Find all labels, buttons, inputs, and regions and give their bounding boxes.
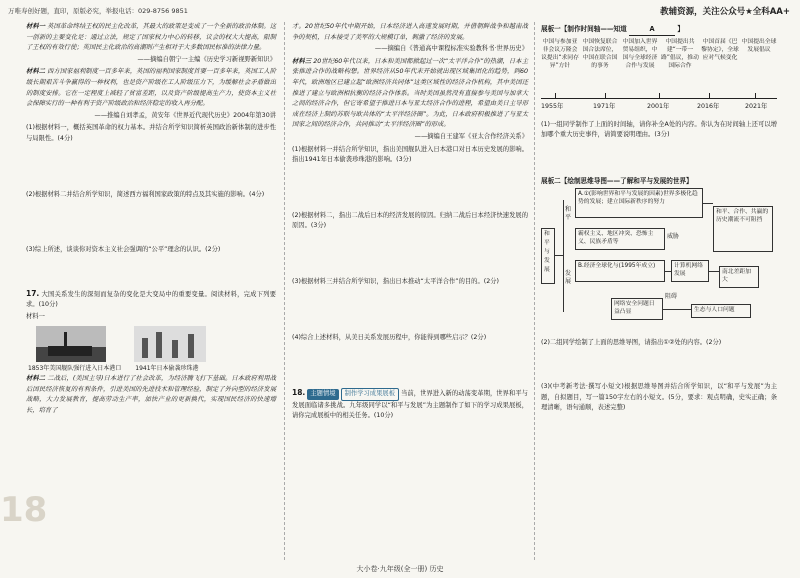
material-text: 20世纪60年代以来，日本和美国都掀起过一次“太平洋合作”的热潮，日本主张推进合作的战略构想。世界经济从50年代末开始就出现区域集团化的趋势，到60年代，欧洲地区已建立起“欧洲经济共同体”这类区域性的经济合作机构，其中美国还推进了建立与欧洲相抗衡的经济合作体系。当时美国虽然没有直接参与美国与加拿大之间的经济合作，但它寄希望于推进日本与亚太经济合作的进程，希望由美日主导形成在经济上制约苏联与欧共体的“太平洋经济圈”。为此，日本政府积极推进了与亚太国家之间的经济合作，共同推动“太平洋经济圈”的形成。 [292,57,528,129]
question-16-3: (3)综上所述，谈谈你对资本主义社会强调的“公平”理念的认识。(2分) [26,246,221,254]
material-label: 材料三 [292,57,312,65]
material-text: 二战后，(美国主导)日本进行了社会改革，为经济腾飞打下基础。日本政府利用战后国民经济恢复的有利条件，引进美国的先进技术和管理经验，制定了外向型的经济发展战略，大力发展教育，提高劳动生产率，加快产业的更新换代，实现国民经济的快速增长，培育了 [26,375,277,414]
column-divider [284,22,285,560]
header-left: 万唯寿创好题，直印，原版必究，举报电话：029-8756 9851 [8,7,188,15]
timeline-year: 1955年 [541,102,564,110]
question-17-2: (2)根据材料二，指出二战后日本的经济发展的原因。归纳二战后日本经济快速发展的原因。(3分) [292,211,528,230]
material-source: ——推编自刘孝孟，黄安年《世界近代现代历史》2004年第30讲 [94,111,276,119]
timeline-event: 中国与参加亚非会议万隆会议提出“求同存异”方针 [541,38,579,69]
photo-row [36,326,276,362]
column-left [26,22,276,417]
mind-map-box-trend: 和平、合作、共赢的历史潮流不可阻挡 [713,206,773,252]
page-badge: 18 [0,490,48,530]
mind-map-line [665,271,671,272]
timeline-year: 2016年 [697,102,720,110]
mind-map-line [663,309,691,310]
question-16-1: (1)根据材料一，概括英国革命的权力基本。并结合所学知识简析英国政治新体制的进步性与局限性。(4分) [26,124,276,142]
question-18-2: (2)二组同学绘制了上面的思维导图，请指出①②处的内容。(2分) [541,339,722,347]
pearl-harbor-photo [134,326,206,362]
material-source: ——摘编自王建军《亚太合作经济关系》 [414,132,528,140]
mind-map-hinder-label: 阻碍 [665,293,678,301]
question-18-text: 当前，世界进入新的动荡变革期，世界和平与发展面临诸多挑战。九年级同学以“和平与发展”为主题制作了如下的学习成果展板，请你完成展板中的相关任务。(10分) [292,390,528,420]
mind-map-box-globalization: B.经济全球化与(1995年成立) [575,260,665,282]
photo-caption: 1941年日本偷袭珍珠港 [135,364,199,372]
timeline-tick [659,93,660,99]
mind-map-line [703,203,713,204]
mind-map-line [709,271,719,272]
column-right [541,22,777,415]
mind-map-root: 和平与发展 [541,228,555,284]
question-18-3: (3)(中考新考法·撰写小短文)根据思维导图并结合所学知识，以“和平与发展”为主题，自拟题目，写一篇150字左右的小短文。(5分，要求：观点明确，史实正确；条理清晰，语句通顺，表述完整) [541,382,777,412]
timeline-tick [709,93,710,99]
question-17-text: 大国关系发生的深刻而复杂的变化是大变局中的重要变量。阅读材料，完成下列要求。(10分) [26,290,276,309]
question-18-1: (1)一组同学制作了上面的时间轴，请你补全A处的内容。你认为在时间轴上还可以增加哪个重大历史事件，请简要说明理由。(3分) [541,120,777,139]
material-text: 英国革命终结王权的民主化改革，其最大的政策是变成了一个全新的政治体制。这一创新的主要变化是：通过立法，规定了国家权力中心的转移，议会的权大大提高，限制了王权的有效行使；英国民主化政治的高潮则产生相对于大多数国民标准的法律力量。 [26,23,277,52]
page-footer: 大小卷·九年级(全一册) 历史 [356,565,444,573]
timeline-event: 中国恢复联合国合法席位，中国在联合国的事务 [582,38,618,69]
board-2-title: 展板二【绘制思维导图——了解和平与发展的世界】 [541,176,693,185]
blank-a: A [629,24,675,36]
photo-captions [28,364,276,375]
question-16-2: (2)根据材料二并结合所学知识，简述西方福利国家政策的特点及其实施的影响。(4分) [26,190,265,198]
timeline-year: 1971年 [593,102,616,110]
timeline-tick [605,93,606,99]
mind-map-box-network-security: 网络安全问题日益凸显 [611,298,663,320]
column-divider [534,22,535,560]
material-1 [26,22,276,54]
timeline-event: 中国提出全球发展倡议 [741,38,777,53]
question-17-4: (4)综合上述材料，从美日关系发展历程中，你能得到哪些启示？(2分) [292,333,487,341]
question-18 [292,388,528,422]
material-2b [26,374,276,416]
material-3 [292,57,528,131]
board-1-title [541,24,777,36]
material-label: 材料一 [26,312,45,320]
timeline-event: 中国加入世界贸易组织，中国与全球经济合作与发展 [622,38,658,69]
mind-map-dev-label: 发展 [565,270,572,286]
mind-map-box-ecology: 生态与人口问题 [691,304,751,318]
mind-map-threat-label: 威胁 [667,233,680,241]
material-continued: 才。20世纪50年代中期开始，日本经济进入高速发展时期，并借朝鲜战争和越南战争的契机，日本接受了美军的大规模订单，刺激了经济的发展。 [292,23,528,41]
board-title-end: 】 [677,25,684,33]
question-tag: 制作学习成果展板 [341,388,399,401]
timeline-event: 中国首届《巴黎协定》，全球应对气候变化 [701,38,739,61]
timeline-tick [555,93,556,99]
material-label: 材料一 [26,23,46,30]
material-text: 西方国家福利制度一百多年来，英国的福利国家制度首要一百多年来，英国工人阶级长期艰苦斗争赢得的一种权利，也是资产阶级在工人阶级压力下，为缓解社会矛盾做出的制度安排。它在一定程度上减轻了贫富差距，以及资产阶级提高生产力，使资本主义社会保障实行的一种有利于资产阶级政治和经济稳定的收入再分配。 [26,68,277,108]
board-title-text: 展板一【制作时间轴——知道 [541,25,627,33]
question-17: 17. 大国关系发生的深刻而复杂的变化是大变局中的重要变量。阅读材料，完成下列要求。(10分) [26,288,276,309]
mind-map-box-threats: 霸权主义、地区冲突、恐怖主义、民族矛盾等 [575,228,665,250]
material-2 [26,67,276,109]
timeline-tick [755,93,756,99]
question-17-1: (1)根据材料一并结合所学知识，指出美国舰队进入日本港口对日本历史发展的影响。指出1941年日本偷袭珍珠港的影响。(3分) [292,145,528,164]
material-source: ——摘编自《普通高中课程标准实验教科书·世界历史》 [374,45,528,53]
timeline-year: 2001年 [647,102,670,110]
ship-photo [36,326,106,362]
question-17-3: (3)根据材料三并结合所学知识，指出日本推动“太平洋合作”的目的。(2分) [292,277,499,285]
mind-map [541,188,777,338]
mind-map-line [563,200,564,312]
header-right: 教辅资源，关注公众号★全科AA+ [660,7,790,17]
mind-map-peace-label: 和平 [565,206,572,222]
mind-map-box-network: 计算机网络发展 [671,260,709,282]
column-middle [292,22,528,423]
material-source: ——摘编自朝宁一主编《历史学习新视野新知识》 [137,55,276,63]
photo-caption: 1853年美国舰队强行进入日本港口 [28,364,122,372]
timeline-year: 2021年 [745,102,768,110]
mind-map-box-gap: 南北差距加大 [719,266,759,288]
material-label: 材料二 [26,68,46,76]
material-label: 材料二 [26,375,46,383]
mind-map-box-factors: A.①(影响世界和平与发展的因素)世界多极化趋势的发展；建立国际新秩序的努力 [575,188,703,218]
timeline [541,38,777,120]
question-number: 18. [292,388,306,398]
question-tag: 主题情境 [307,389,338,400]
mind-map-line [555,255,563,256]
timeline-event: 中国提出共建“一带一路”倡议，推动国际合作 [661,38,699,69]
